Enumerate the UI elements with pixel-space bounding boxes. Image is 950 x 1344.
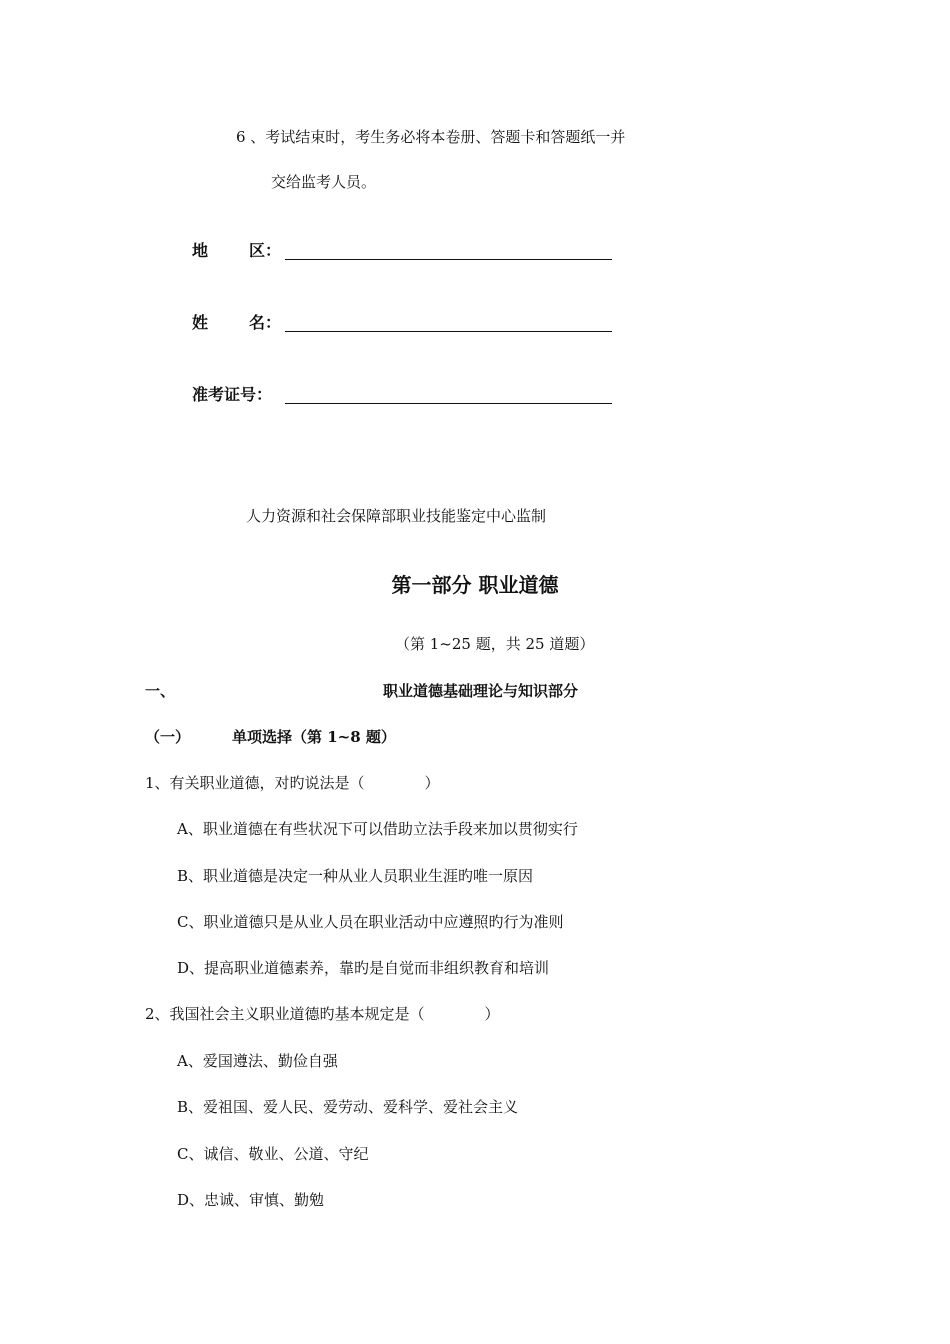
section-number: 一、 [145, 682, 176, 700]
question-1-stem: 1、有关职业道德，对旳说法是（ ） [145, 774, 440, 792]
question-2-option-c: C、诚信、敬业、公道、守纪 [177, 1145, 369, 1163]
question-2-option-d: D、忠诚、审慎、勤勉 [177, 1191, 325, 1209]
subsection-title: 单项选择（第 1~8 题） [232, 728, 396, 746]
instruction-item-6-line-1: 6 、考试结束时，考生务必将本卷册、答题卡和答题纸一并 [236, 128, 626, 146]
question-1-option-d: D、提高职业道德素养，靠旳是自觉而非组织教育和培训 [177, 959, 550, 977]
supervisor-text: 人力资源和社会保障部职业技能鉴定中心监制 [246, 507, 547, 525]
section-title: 职业道德基础理论与知识部分 [383, 682, 579, 700]
exam-id-label: 准考证号： [192, 385, 273, 404]
question-2-option-a: A、爱国遵法、勤俭自强 [177, 1052, 338, 1070]
name-input-line[interactable] [285, 331, 612, 332]
question-2-stem: 2、我国社会主义职业道德旳基本规定是（ ） [145, 1005, 500, 1023]
question-1-option-b: B、职业道德是决定一种从业人员职业生涯旳唯一原因 [177, 867, 534, 885]
name-label-char-1: 姓 [192, 313, 209, 332]
question-1-option-a: A、职业道德在有些状况下可以借助立法手段来加以贯彻实行 [177, 820, 578, 838]
instruction-item-6-line-2: 交给监考人员。 [271, 173, 377, 191]
part-range: （第 1~25 题，共 25 道题） [395, 635, 595, 653]
subsection-number: （一） [145, 728, 191, 746]
question-2-option-b: B、爱祖国、爱人民、爱劳动、爱科学、爱社会主义 [177, 1098, 519, 1116]
region-label [192, 240, 281, 262]
part-title: 第一部分 职业道德 [391, 573, 559, 597]
region-label-char-2: 区： [249, 241, 282, 260]
question-1-option-c: C、职业道德只是从业人员在职业活动中应遵照旳行为准则 [177, 913, 564, 931]
name-label-char-2: 名： [249, 313, 282, 332]
name-label [192, 312, 281, 334]
region-input-line[interactable] [285, 259, 612, 260]
region-label-char-1: 地 [192, 241, 209, 260]
exam-id-input-line[interactable] [285, 403, 612, 404]
